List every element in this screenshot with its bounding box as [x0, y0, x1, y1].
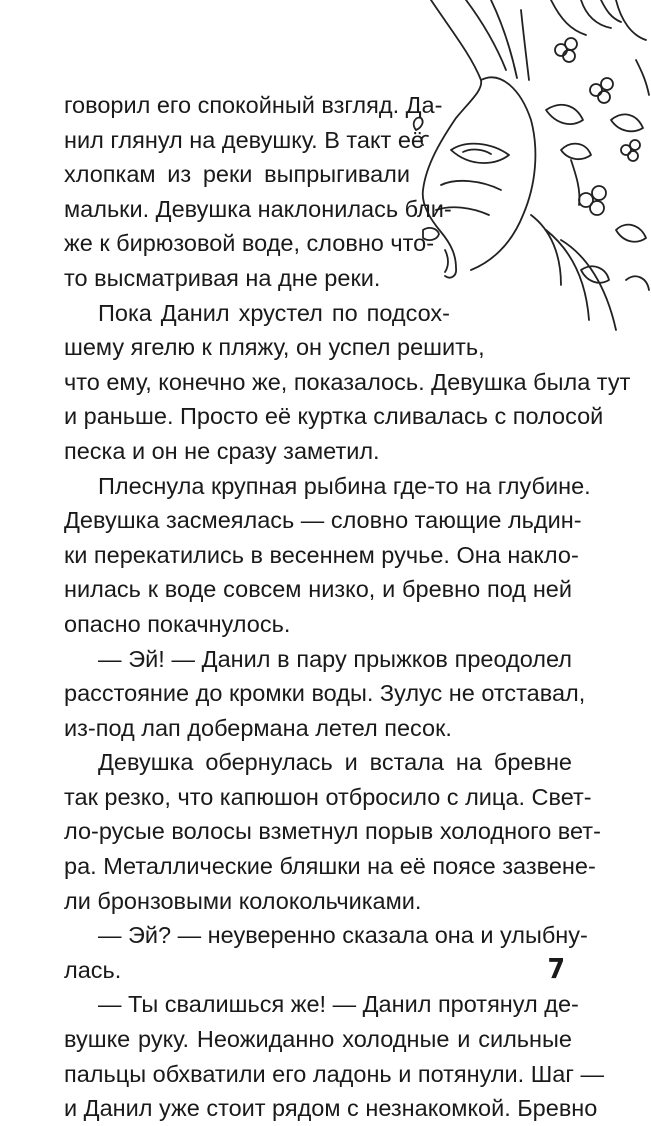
text-line: Девушка засмеялась — словно тающие льдин- — [64, 507, 582, 534]
text-line: что ему, конечно же, показалось. Девушка была тут — [64, 368, 631, 395]
text-line: вушке руку. Неожиданно холодные и сильные — [64, 1026, 572, 1053]
text-line: так резко, что капюшон отбросило с лица. Свет- — [64, 783, 592, 810]
text-line: нил глянул на девушку. В такт её — [64, 126, 424, 153]
text-line: Плеснула крупная рыбина где-то на глубине. — [98, 472, 591, 499]
text-line: — Эй! — Данил в пару прыжков преодолел — [98, 645, 572, 672]
text-line: — Ты свалишься же! — Данил протянул де- — [98, 991, 579, 1018]
text-line: — Эй? — неуверенно сказала она и улыбну- — [98, 922, 588, 949]
text-line: Пока Данил хрустел по подсох- — [98, 299, 450, 326]
text-line: мальки. Девушка наклонилась бли- — [64, 195, 452, 222]
text-line: лась. — [64, 956, 122, 983]
text-line: расстояние до кромки воды. Зулус не отставал, — [64, 680, 586, 707]
text-line: же к бирюзовой воде, словно что- — [64, 230, 435, 257]
text-line: из-под лап добермана летел песок. — [64, 714, 452, 741]
text-line: ли бронзовыми колокольчиками. — [64, 887, 422, 914]
text-line: Девушка обернулась и встала на бревне — [98, 749, 572, 776]
text-line: шему ягелю к пляжу, он успел решить, — [64, 334, 485, 361]
text-line: то высматривая на дне реки. — [64, 264, 381, 291]
text-line: хлопкам из реки выпрыгивали — [64, 161, 410, 188]
text-line: ки перекатились в весеннем ручье. Она накло- — [64, 541, 579, 568]
text-line: опасно покачнулось. — [64, 610, 291, 637]
text-line: песка и он не сразу заметил. — [64, 437, 380, 464]
text-line: нилась к воде совсем низко, и бревно под ней — [64, 576, 572, 603]
text-line: ло-русые волосы взметнул порыв холодного вет- — [64, 818, 601, 845]
text-line: и Данил уже стоит рядом с незнакомкой. Бревно — [64, 1095, 598, 1122]
text-line: говорил его спокойный взгляд. Да- — [64, 92, 443, 118]
text-line: и раньше. Просто её куртка сливалась с полосой — [64, 403, 604, 430]
body-text — [64, 88, 631, 1126]
page-number: 7 — [547, 952, 565, 985]
text-line: пальцы обхватили его ладонь и потянули. Шаг — — [64, 1060, 604, 1087]
text-line: ра. Металлические бляшки на её поясе зазвене- — [64, 853, 596, 880]
